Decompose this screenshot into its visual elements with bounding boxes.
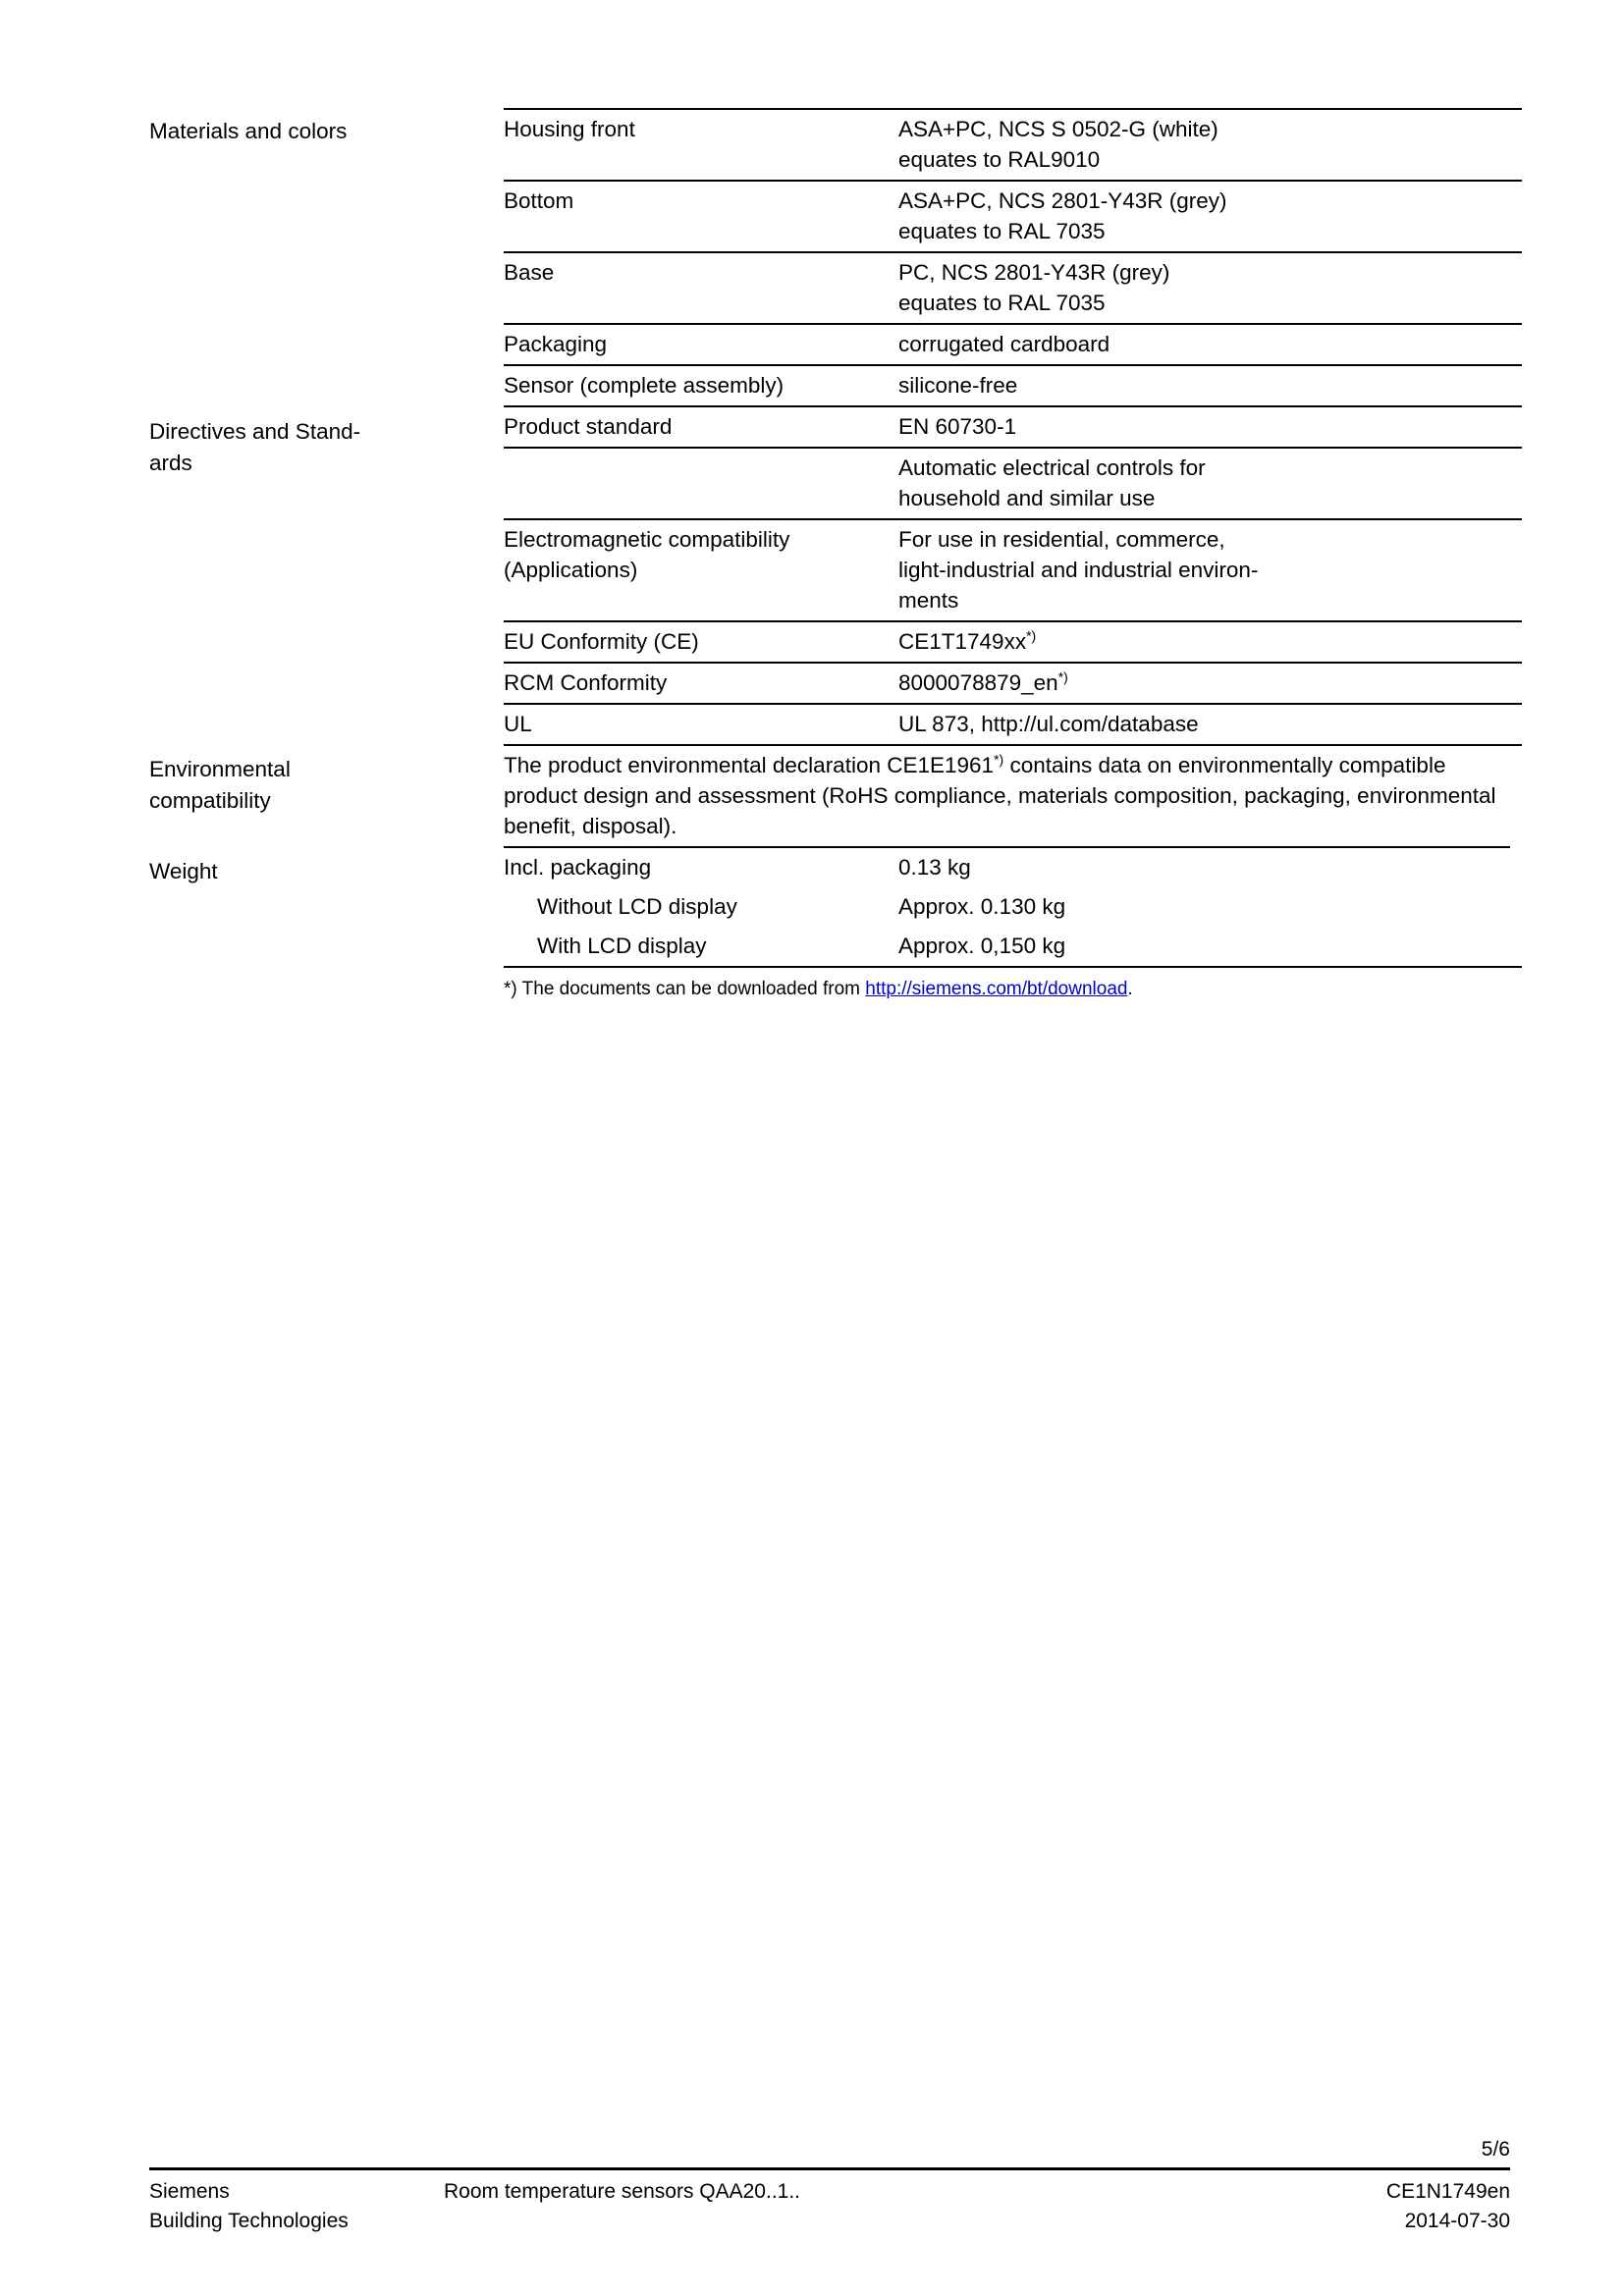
row-value: UL 873, http://ul.com/database: [898, 704, 1522, 745]
table-row: [504, 519, 1522, 621]
label-line: Environmental: [149, 757, 291, 781]
value-line: equates to RAL 7035: [898, 219, 1106, 243]
table-row: [504, 848, 1522, 887]
row-key: [504, 448, 898, 519]
row-key: Packaging: [504, 324, 898, 365]
value-line: ments: [898, 588, 959, 613]
row-key: Bottom: [504, 181, 898, 252]
row-value: [898, 109, 1522, 181]
table-row: [504, 746, 1510, 847]
row-key: Housing front: [504, 109, 898, 181]
footnote-text: [504, 968, 1510, 1002]
footer-divider: [149, 2167, 1510, 2170]
footnote-marker: *): [994, 751, 1004, 768]
section-weight: [149, 848, 1510, 968]
value-line: equates to RAL9010: [898, 147, 1101, 172]
row-value: [898, 181, 1522, 252]
row-key: [504, 927, 898, 967]
value-line: ASA+PC, NCS S 0502-G (white): [898, 117, 1218, 141]
section-label-directives: [149, 407, 504, 479]
value-text: CE1T1749xx: [898, 629, 1027, 654]
row-value: [898, 448, 1522, 519]
row-value: EN 60730-1: [898, 407, 1522, 448]
table-row: [504, 927, 1522, 967]
row-value: 0.13 kg: [898, 855, 971, 880]
value-line: ASA+PC, NCS 2801-Y43R (grey): [898, 188, 1227, 213]
footnote-suffix: .: [1127, 979, 1133, 999]
footnote-marker: *): [1026, 627, 1037, 644]
page-number: 5/6: [1481, 2138, 1510, 2161]
row-key-label: Without LCD display: [537, 894, 737, 919]
row-value: Approx. 0,150 kg: [898, 927, 1522, 967]
footer-product-title: Room temperature sensors QAA20..1..: [444, 2180, 800, 2203]
materials-table-wrap: [504, 108, 1510, 407]
row-key: EU Conformity (CE): [504, 621, 898, 663]
document-content: [149, 108, 1510, 1002]
footer-company-line: Building Technologies: [149, 2210, 349, 2232]
row-key: Product standard: [504, 407, 898, 448]
row-key: Base: [504, 252, 898, 324]
row-value: [898, 621, 1522, 663]
table-row: [504, 365, 1522, 406]
label-line: ards: [149, 451, 192, 475]
row-key: Electromagnetic compatibility (Applications): [504, 519, 898, 621]
table-row: [504, 448, 1522, 519]
footnote-row: [149, 968, 1510, 1002]
value-line: Automatic electrical controls for: [898, 455, 1206, 480]
table-row: [504, 109, 1522, 181]
directives-table-wrap: [504, 407, 1510, 746]
section-environmental-compatibility: [149, 746, 1510, 848]
table-row: [504, 252, 1522, 324]
download-link[interactable]: http://siemens.com/bt/download: [865, 979, 1128, 999]
label-line: compatibility: [149, 788, 271, 813]
weight-table: [504, 848, 1522, 968]
environmental-table-wrap: [504, 746, 1510, 848]
label-line: Directives and Stand-: [149, 419, 361, 444]
footer-company: [149, 2177, 444, 2236]
footer-company-line: Siemens: [149, 2180, 230, 2203]
footer-doc-number: CE1N1749en: [1385, 2180, 1510, 2203]
value-line: equates to RAL 7035: [898, 291, 1106, 315]
environmental-paragraph: [504, 746, 1510, 847]
row-key: [504, 887, 898, 927]
value-line: PC, NCS 2801-Y43R (grey): [898, 260, 1170, 285]
section-directives-and-standards: [149, 407, 1510, 746]
footer-doc-date: 2014-07-30: [1404, 2210, 1510, 2232]
table-row: [504, 704, 1522, 745]
section-label-environmental: [149, 746, 504, 817]
section-label-weight: Weight: [149, 859, 218, 883]
row-value: silicone-free: [898, 365, 1522, 406]
materials-table: [504, 108, 1522, 407]
value-text: 8000078879_en: [898, 670, 1058, 695]
footer-docref: [1186, 2177, 1510, 2236]
table-row: [504, 887, 1522, 927]
row-key: UL: [504, 704, 898, 745]
row-value: corrugated cardboard: [898, 324, 1522, 365]
row-value: [898, 519, 1522, 621]
table-row: [504, 324, 1522, 365]
footnote-spacer: [149, 968, 504, 1002]
weight-table-wrap: [504, 848, 1510, 968]
table-row: [504, 663, 1522, 704]
row-value: [898, 252, 1522, 324]
section-materials-and-colors: [149, 108, 1510, 407]
value-line: For use in residential, commerce,: [898, 527, 1225, 552]
footnote-marker: *): [1057, 668, 1068, 685]
paragraph-before: The product environmental declaration CE1E1961: [504, 753, 995, 777]
page-footer: [149, 2177, 1510, 2236]
row-key: Incl. packaging: [504, 855, 652, 880]
paragraph-after: contains data on environmentally compatible product design and assessment (RoHS compliance, materials composition, packaging, environmental benefit, disposal).: [504, 753, 1496, 838]
row-key-label: With LCD display: [537, 934, 707, 958]
table-row: [504, 621, 1522, 663]
row-key: RCM Conformity: [504, 663, 898, 704]
row-value: [898, 663, 1522, 704]
footnote-prefix: *) The documents can be downloaded from: [504, 979, 866, 999]
row-key: Sensor (complete assembly): [504, 365, 898, 406]
table-row: [504, 407, 1522, 448]
value-line: light-industrial and industrial environ-: [898, 558, 1259, 582]
row-value: Approx. 0.130 kg: [898, 894, 1066, 919]
table-row: [504, 181, 1522, 252]
value-line: household and similar use: [898, 486, 1156, 510]
section-label-materials: Materials and colors: [149, 119, 348, 143]
directives-table: [504, 407, 1522, 746]
environmental-table: [504, 746, 1510, 848]
